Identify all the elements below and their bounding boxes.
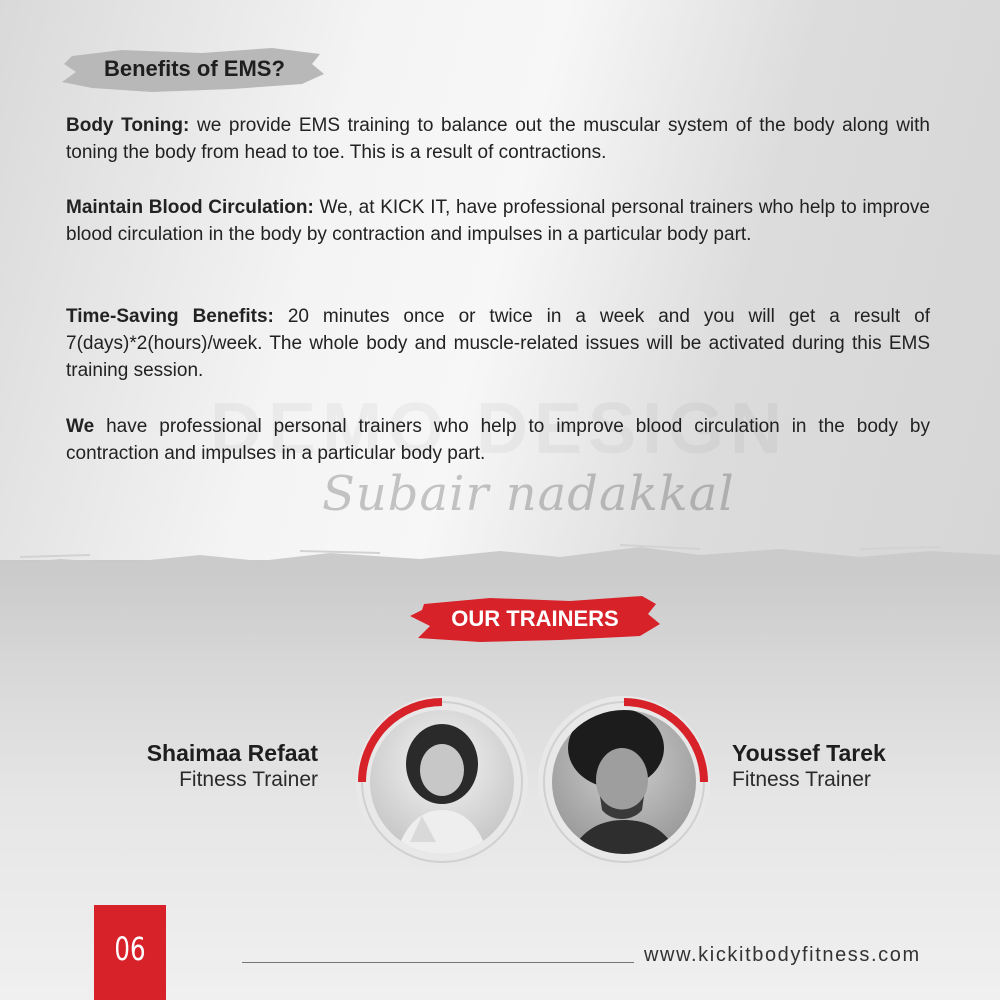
trainers-heading: OUR TRAINERS: [451, 606, 619, 631]
benefit-blood-circulation: [66, 194, 930, 248]
benefit-text: we provide EMS training to balance out the muscular system of the body along with toning the body from head to toe. This is a result of contractions.: [66, 115, 930, 163]
trainer-name: Shaimaa Refaat: [146, 740, 318, 766]
benefit-text: 20 minutes once or twice in a week and you will get a result of 7(days)*2(hours)/week. The whole body and muscle-related issues will be activated during this EMS training session.: [66, 306, 930, 381]
benefit-body-toning: [66, 112, 930, 166]
trainer-role: Fitness Trainer: [732, 768, 871, 791]
trainer-name: Youssef Tarek: [732, 740, 886, 766]
website-link[interactable]: www.kickitbodyfitness.com: [644, 944, 921, 966]
signature: Subair nadakkal: [322, 466, 735, 522]
benefit-text: have professional personal trainers who help to improve blood circulation in the body by contraction and impulses in a particular body part.: [66, 416, 930, 464]
page-number: 06: [114, 930, 146, 968]
trainer-role: Fitness Trainer: [179, 768, 318, 791]
benefit-title: Time-Saving Benefits:: [66, 306, 274, 327]
torn-paper-edge: [0, 535, 1000, 575]
benefit-title: Body Toning:: [66, 115, 190, 136]
trainer-photo-shaimaa-person-portrait-icon: [352, 692, 532, 872]
footer-divider: [242, 962, 634, 963]
benefit-title: We: [66, 416, 95, 437]
section-heading: Benefits of EMS?: [104, 56, 285, 81]
benefit-text: We, at KICK IT, have professional personal trainers who help to improve blood circulation in the body by contraction and impulses in a particular body part.: [66, 197, 930, 245]
trainer-photo-youssef-person-portrait-icon: [534, 692, 714, 872]
benefit-title: Maintain Blood Circulation:: [66, 197, 314, 218]
watermark: [210, 388, 788, 470]
benefit-time-saving: [66, 303, 930, 384]
